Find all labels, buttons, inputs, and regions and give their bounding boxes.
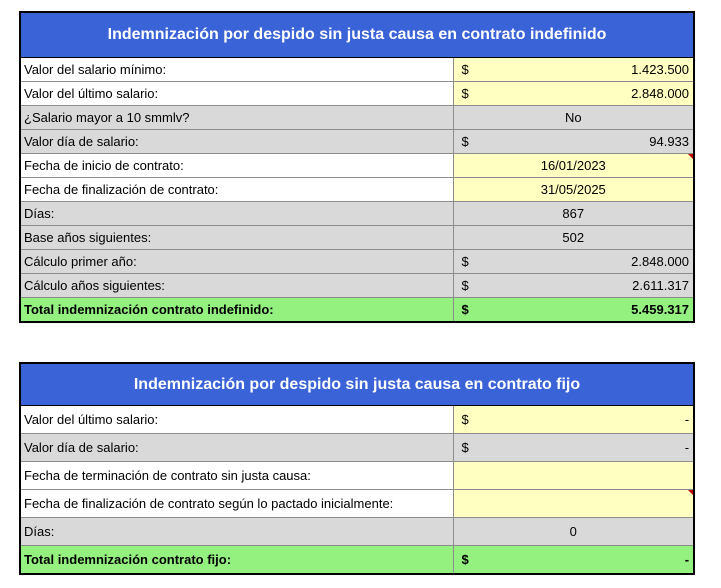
row-label: Valor día de salario:: [20, 130, 453, 154]
currency-symbol: $: [453, 434, 493, 462]
row-label: Valor del último salario:: [20, 406, 453, 434]
row-base-anios: [20, 226, 694, 250]
row-label: ¿Salario mayor a 10 smmlv?: [20, 106, 453, 130]
row-label: Días:: [20, 202, 453, 226]
table-title: Indemnización por despido sin justa causa en contrato indefinido: [20, 12, 694, 58]
dias-value: 867: [453, 202, 694, 226]
row-salario-mayor-10: [20, 106, 694, 130]
row-valor-dia: [20, 434, 694, 462]
indemnizacion-fijo-table: [19, 362, 695, 575]
valor-dia-value: -: [493, 434, 694, 462]
row-total-indefinido: [20, 298, 694, 323]
row-ultimo-salario: [20, 406, 694, 434]
row-label: Fecha de finalización de contrato:: [20, 178, 453, 202]
ultimo-salario-input[interactable]: -: [493, 406, 694, 434]
row-valor-dia: [20, 130, 694, 154]
total-label: Total indemnización contrato fijo:: [20, 546, 453, 575]
base-anios-value: 502: [453, 226, 694, 250]
currency-symbol: $: [453, 298, 493, 323]
currency-symbol: $: [453, 546, 493, 575]
row-label: Cálculo años siguientes:: [20, 274, 453, 298]
total-label: Total indemnización contrato indefinido:: [20, 298, 453, 323]
fecha-pactada-input[interactable]: [453, 490, 694, 518]
currency-symbol: $: [453, 250, 493, 274]
fecha-terminacion-input[interactable]: [453, 462, 694, 490]
row-calculo-siguientes: [20, 274, 694, 298]
currency-symbol[interactable]: $: [453, 58, 493, 82]
fecha-fin-input[interactable]: 31/05/2025: [453, 178, 694, 202]
ultimo-salario-input[interactable]: 2.848.000: [493, 82, 694, 106]
row-fecha-pactada: [20, 490, 694, 518]
currency-symbol[interactable]: $: [453, 82, 493, 106]
valor-dia-value: 94.933: [493, 130, 694, 154]
row-total-fijo: [20, 546, 694, 575]
calculo-primer-value: 2.848.000: [493, 250, 694, 274]
row-dias: [20, 202, 694, 226]
row-label: Fecha de finalización de contrato según lo pactado inicialmente:: [20, 490, 453, 518]
indemnizacion-indefinido-table: [19, 11, 695, 323]
row-fecha-fin: [20, 178, 694, 202]
row-label: Base años siguientes:: [20, 226, 453, 250]
dias-value: 0: [453, 518, 694, 546]
total-fijo-value: -: [493, 546, 694, 575]
row-fecha-inicio: [20, 154, 694, 178]
currency-symbol: $: [453, 130, 493, 154]
calculo-siguientes-value: 2.611.317: [493, 274, 694, 298]
row-salario-minimo: [20, 58, 694, 82]
row-label: Valor del salario mínimo:: [20, 58, 453, 82]
row-label: Valor del último salario:: [20, 82, 453, 106]
row-fecha-terminacion: [20, 462, 694, 490]
salario-mayor-10-value: No: [453, 106, 694, 130]
row-label: Días:: [20, 518, 453, 546]
total-indefinido-value: 5.459.317: [493, 298, 694, 323]
row-label: Fecha de inicio de contrato:: [20, 154, 453, 178]
row-label: Valor día de salario:: [20, 434, 453, 462]
row-label: Fecha de terminación de contrato sin justa causa:: [20, 462, 453, 490]
fecha-inicio-input[interactable]: 16/01/2023: [453, 154, 694, 178]
row-calculo-primer: [20, 250, 694, 274]
currency-symbol: $: [453, 274, 493, 298]
currency-symbol[interactable]: $: [453, 406, 493, 434]
row-label: Cálculo primer año:: [20, 250, 453, 274]
row-dias: [20, 518, 694, 546]
table-title: Indemnización por despido sin justa causa en contrato fijo: [20, 363, 694, 406]
row-ultimo-salario: [20, 82, 694, 106]
salario-minimo-input[interactable]: 1.423.500: [493, 58, 694, 82]
